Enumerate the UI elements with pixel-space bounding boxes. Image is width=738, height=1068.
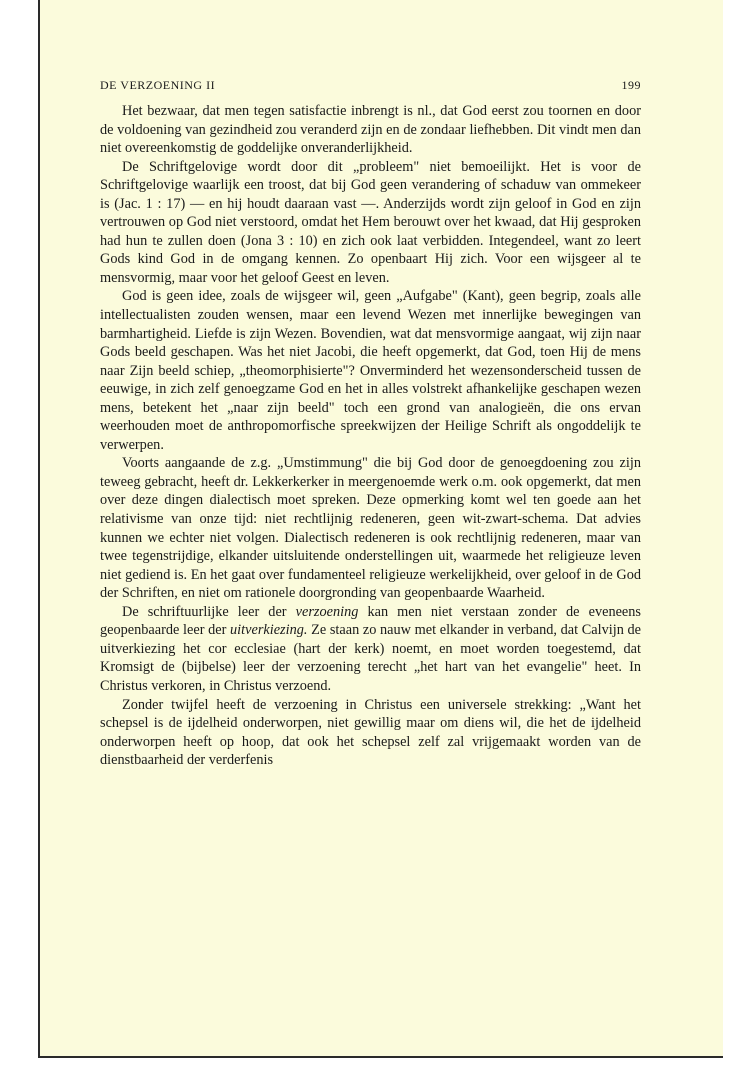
page-number: 199 xyxy=(621,78,641,92)
running-title: DE VERZOENING II xyxy=(100,78,216,92)
term-verzoening: verzoening xyxy=(295,603,359,620)
paragraph-1: Het bezwaar, dat men tegen satisfactie inbrengt is nl., dat God eerst zou toornen en door de voldoening van gezindheid zou veranderd zijn en de zondaar liefhebben. Dit vindt men dan niet overeenkomstig de goddelijke onveranderlijkheid. xyxy=(100,103,641,157)
paragraph-5 xyxy=(100,603,641,696)
paragraph-2: De Schriftgelovige wordt door dit „probleem" niet bemoeilijkt. Het is voor de Schriftgelovige waarlijk een troost, dat bij God geen verandering of schaduw van ommekeer is (Jac. 1 : 17) — en hij houdt daaraan vast —. Anderzijds wordt zijn geloof in God en zijn vertrouwen op God niet verstoord, omdat het Hem berouwt over het kwaad, dat Hij gesproken had hun te zullen doen (Jona 3 : 10) en zich ook laat verbidden. Integendeel, want zo leert Gods kind God in de omgang kennen. Zo openbaart Hij zich. Voor een wijsgeer al te mensvormig, maar voor het geloof Geest en leven. xyxy=(100,158,641,286)
body-text xyxy=(100,102,641,770)
paragraph-5-after: Ze staan zo nauw met elkander in verband, dat Calvijn de uitverkiezing het cor ecclesiae (hart der kerk) noemt, en moet worden toegestemd, dat Kromsigt de (bijbelse) leer der verzoening terecht „het hart van het evangelie" heet. In Christus verkoren, in Christus verzoend. xyxy=(100,622,641,694)
paragraph-4: Voorts aangaande de z.g. „Umstimmung" die bij God door de genoegdoening zou zijn teweeg gebracht, heeft dr. Lekkerkerker in meergenoemde werk o.m. ook opgemerkt, dat men over deze dingen dialectisch moet spreken. Deze opmerking komt wel ten goede aan het relativisme van onze tijd: niet rechtlijnig redeneren, geen wit-zwart-schema. Dat advies kunnen we echter niet volgen. Dialectisch redeneren is ook rechtlijnig redeneren, maar van twee tegenstrijdige, elkander uitsluitende onderstellingen uit, waarmede het religieuze leven niet gediend is. En het gaat over fundamenteel religieuze werkelijkheid, over geloof in de God der Schriften, en niet om rationele doorgronding van geopenbaarde Waarheid. xyxy=(100,455,641,602)
paragraph-3: God is geen idee, zoals de wijsgeer wil, geen „Aufgabe" (Kant), geen begrip, zoals alle intellectualisten zouden wensen, maar een levend Wezen met innerlijke bewegingen van barmhartigheid. Liefde is zijn Wezen. Bovendien, wat dat mensvormige aangaat, wij zijn naar Gods beeld geschapen. Was het niet Jacobi, die heeft opgemerkt, dat God, toen Hij de mens naar Zijn beeld schiep, „theomorphisierte"? Onverminderd het wezensonderscheid tussen de eeuwige, in zich zelf genoegzame God en het in alles volstrekt afhankelijke geschapen wezen mens, betekent het „naar zijn beeld" toch een grond van analogieën, die ons ervan weerhouden moet de anthropomorfische spreekwijzen der Heilige Schrift als ongoddelijk te verwerpen. xyxy=(100,288,641,453)
term-uitverkiezing: uitverkiezing. xyxy=(230,622,308,639)
book-page xyxy=(38,0,723,1058)
paragraph-5-middle: kan men niet verstaan zonder de eveneens geopenbaarde leer der xyxy=(100,603,641,639)
paragraph-5-before: De schriftuurlijke leer der xyxy=(122,603,296,620)
paragraph-6: Zonder twijfel heeft de verzoening in Christus een universele strekking: „Want het schepsel is de ijdelheid onderworpen, niet gewillig maar om diens wil, die het de ijdelheid onderworpen heeft op hoop, dat ook het schepsel zelf zal vrijgemaakt worden van de dienstbaarheid der verderfenis xyxy=(100,696,641,769)
